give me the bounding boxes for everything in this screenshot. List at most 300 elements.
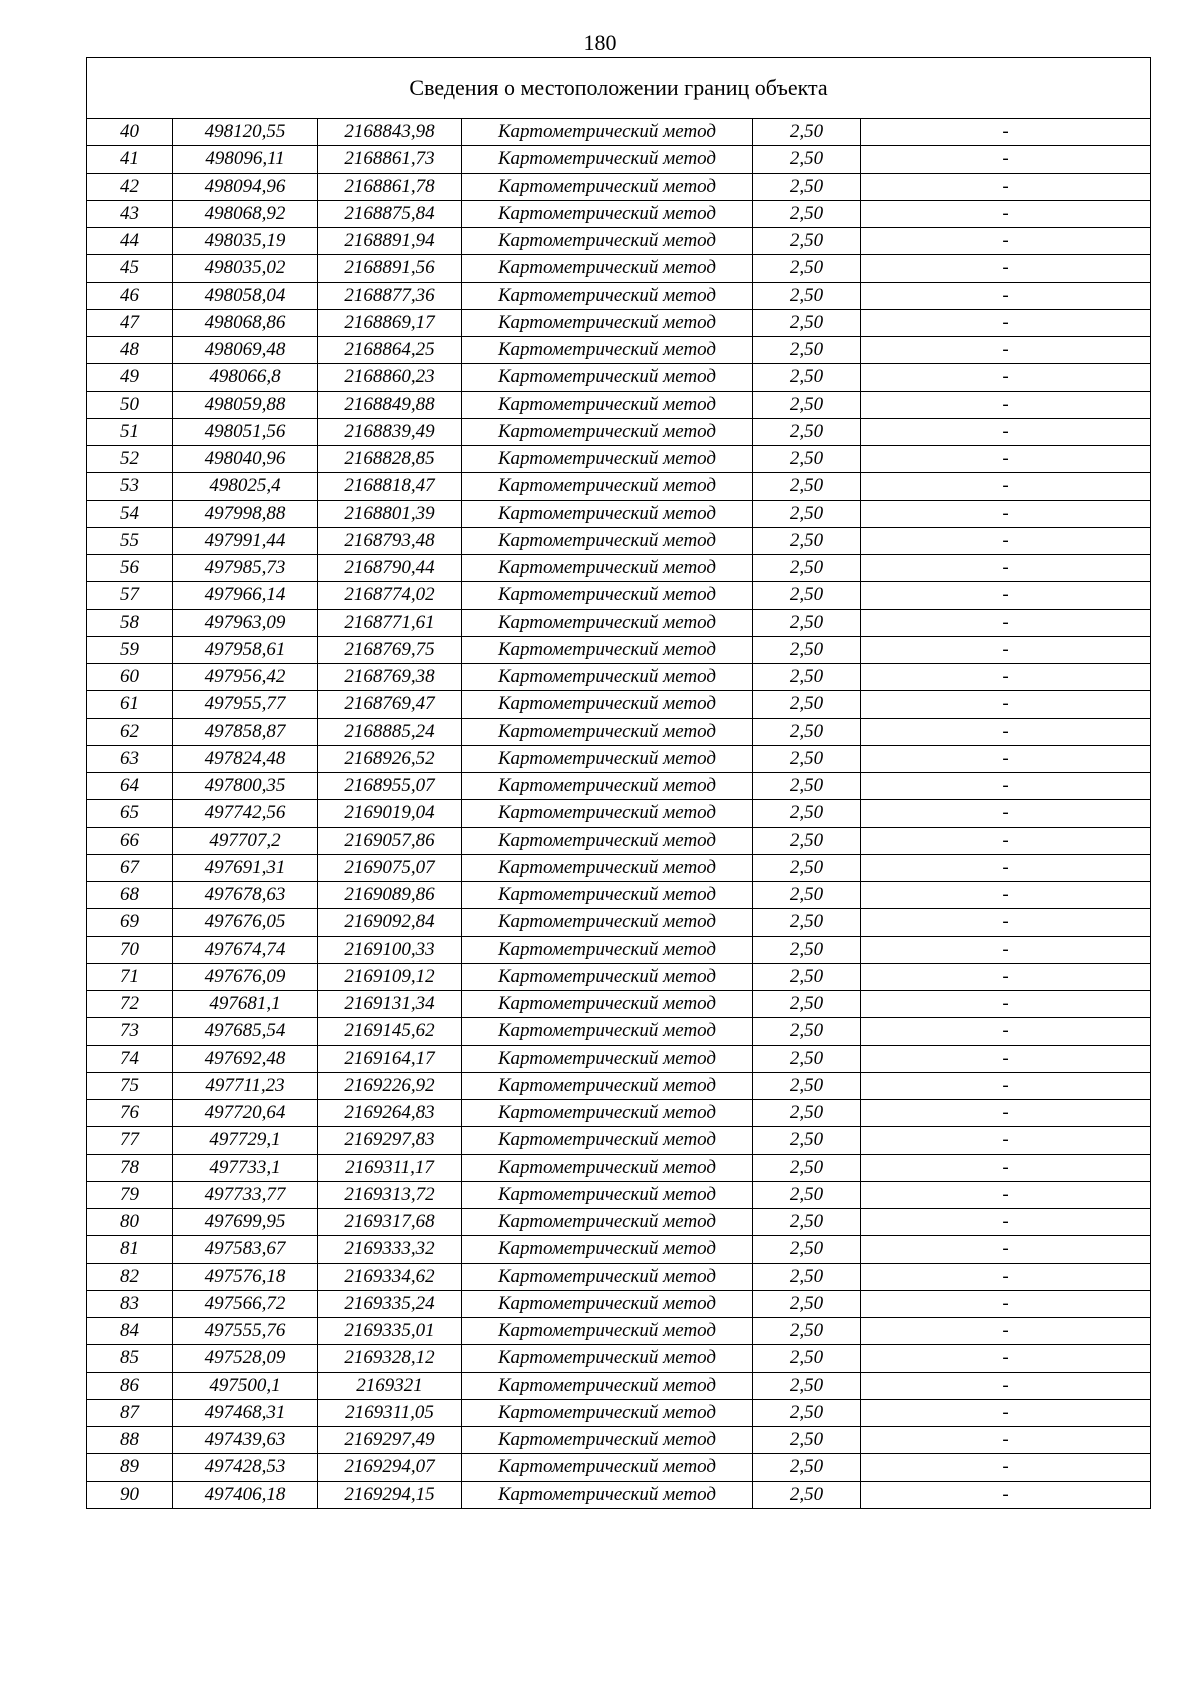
x-coordinate-cell: 497692,48 xyxy=(173,1045,318,1072)
point-number-cell: 82 xyxy=(87,1263,173,1290)
point-number-cell: 70 xyxy=(87,936,173,963)
method-cell: Картометрический метод xyxy=(462,1481,753,1508)
x-coordinate-cell: 497824,48 xyxy=(173,745,318,772)
method-cell: Картометрический метод xyxy=(462,173,753,200)
y-coordinate-cell: 2168849,88 xyxy=(318,391,462,418)
table-row xyxy=(87,745,1151,772)
description-cell: - xyxy=(861,1209,1151,1236)
method-cell: Картометрический метод xyxy=(462,1427,753,1454)
x-coordinate-cell: 498035,19 xyxy=(173,228,318,255)
point-number-cell: 49 xyxy=(87,364,173,391)
description-cell: - xyxy=(861,119,1151,146)
table-row xyxy=(87,119,1151,146)
y-coordinate-cell: 2168861,73 xyxy=(318,146,462,173)
y-coordinate-cell: 2168790,44 xyxy=(318,555,462,582)
method-cell: Картометрический метод xyxy=(462,991,753,1018)
description-cell: - xyxy=(861,1236,1151,1263)
table-row xyxy=(87,173,1151,200)
description-cell: - xyxy=(861,745,1151,772)
y-coordinate-cell: 2168885,24 xyxy=(318,718,462,745)
x-coordinate-cell: 497583,67 xyxy=(173,1236,318,1263)
table-row xyxy=(87,446,1151,473)
point-number-cell: 72 xyxy=(87,991,173,1018)
x-coordinate-cell: 497428,53 xyxy=(173,1454,318,1481)
point-number-cell: 40 xyxy=(87,119,173,146)
accuracy-cell: 2,50 xyxy=(753,636,861,663)
method-cell: Картометрический метод xyxy=(462,1236,753,1263)
y-coordinate-cell: 2169164,17 xyxy=(318,1045,462,1072)
method-cell: Картометрический метод xyxy=(462,337,753,364)
table-row xyxy=(87,1427,1151,1454)
table-row xyxy=(87,1236,1151,1263)
table-row xyxy=(87,418,1151,445)
accuracy-cell: 2,50 xyxy=(753,1290,861,1317)
point-number-cell: 63 xyxy=(87,745,173,772)
y-coordinate-cell: 2169264,83 xyxy=(318,1100,462,1127)
x-coordinate-cell: 498094,96 xyxy=(173,173,318,200)
y-coordinate-cell: 2169334,62 xyxy=(318,1263,462,1290)
point-number-cell: 77 xyxy=(87,1127,173,1154)
x-coordinate-cell: 498059,88 xyxy=(173,391,318,418)
y-coordinate-cell: 2168828,85 xyxy=(318,446,462,473)
y-coordinate-cell: 2168864,25 xyxy=(318,337,462,364)
point-number-cell: 87 xyxy=(87,1399,173,1426)
description-cell: - xyxy=(861,664,1151,691)
description-cell: - xyxy=(861,854,1151,881)
description-cell: - xyxy=(861,1263,1151,1290)
table-row xyxy=(87,691,1151,718)
table-body xyxy=(87,119,1151,1509)
point-number-cell: 81 xyxy=(87,1236,173,1263)
table-row xyxy=(87,255,1151,282)
accuracy-cell: 2,50 xyxy=(753,282,861,309)
description-cell: - xyxy=(861,173,1151,200)
y-coordinate-cell: 2168769,75 xyxy=(318,636,462,663)
description-cell: - xyxy=(861,228,1151,255)
accuracy-cell: 2,50 xyxy=(753,1100,861,1127)
y-coordinate-cell: 2169057,86 xyxy=(318,827,462,854)
table-row xyxy=(87,800,1151,827)
x-coordinate-cell: 497720,64 xyxy=(173,1100,318,1127)
description-cell: - xyxy=(861,963,1151,990)
method-cell: Картометрический метод xyxy=(462,228,753,255)
point-number-cell: 58 xyxy=(87,609,173,636)
description-cell: - xyxy=(861,418,1151,445)
method-cell: Картометрический метод xyxy=(462,909,753,936)
point-number-cell: 53 xyxy=(87,473,173,500)
accuracy-cell: 2,50 xyxy=(753,963,861,990)
description-cell: - xyxy=(861,1372,1151,1399)
description-cell: - xyxy=(861,609,1151,636)
table-row xyxy=(87,1154,1151,1181)
x-coordinate-cell: 497676,09 xyxy=(173,963,318,990)
method-cell: Картометрический метод xyxy=(462,773,753,800)
accuracy-cell: 2,50 xyxy=(753,1236,861,1263)
accuracy-cell: 2,50 xyxy=(753,228,861,255)
table-row xyxy=(87,555,1151,582)
method-cell: Картометрический метод xyxy=(462,1345,753,1372)
accuracy-cell: 2,50 xyxy=(753,119,861,146)
table-row xyxy=(87,636,1151,663)
description-cell: - xyxy=(861,1345,1151,1372)
x-coordinate-cell: 497566,72 xyxy=(173,1290,318,1317)
accuracy-cell: 2,50 xyxy=(753,146,861,173)
table-row xyxy=(87,1100,1151,1127)
point-number-cell: 56 xyxy=(87,555,173,582)
y-coordinate-cell: 2168769,38 xyxy=(318,664,462,691)
method-cell: Картометрический метод xyxy=(462,882,753,909)
y-coordinate-cell: 2168801,39 xyxy=(318,500,462,527)
accuracy-cell: 2,50 xyxy=(753,1318,861,1345)
method-cell: Картометрический метод xyxy=(462,282,753,309)
accuracy-cell: 2,50 xyxy=(753,773,861,800)
table-row xyxy=(87,1454,1151,1481)
method-cell: Картометрический метод xyxy=(462,391,753,418)
accuracy-cell: 2,50 xyxy=(753,1263,861,1290)
accuracy-cell: 2,50 xyxy=(753,882,861,909)
point-number-cell: 73 xyxy=(87,1018,173,1045)
description-cell: - xyxy=(861,527,1151,554)
y-coordinate-cell: 2168839,49 xyxy=(318,418,462,445)
point-number-cell: 52 xyxy=(87,446,173,473)
description-cell: - xyxy=(861,200,1151,227)
accuracy-cell: 2,50 xyxy=(753,446,861,473)
table-row xyxy=(87,963,1151,990)
table-row xyxy=(87,146,1151,173)
accuracy-cell: 2,50 xyxy=(753,500,861,527)
table-row xyxy=(87,1372,1151,1399)
x-coordinate-cell: 497800,35 xyxy=(173,773,318,800)
y-coordinate-cell: 2168926,52 xyxy=(318,745,462,772)
x-coordinate-cell: 498068,86 xyxy=(173,309,318,336)
description-cell: - xyxy=(861,1399,1151,1426)
page-number: 180 xyxy=(583,30,617,55)
description-cell: - xyxy=(861,146,1151,173)
table-row xyxy=(87,1290,1151,1317)
y-coordinate-cell: 2169297,49 xyxy=(318,1427,462,1454)
method-cell: Картометрический метод xyxy=(462,963,753,990)
point-number-cell: 88 xyxy=(87,1427,173,1454)
x-coordinate-cell: 497956,42 xyxy=(173,664,318,691)
y-coordinate-cell: 2169131,34 xyxy=(318,991,462,1018)
method-cell: Картометрический метод xyxy=(462,119,753,146)
point-number-cell: 90 xyxy=(87,1481,173,1508)
point-number-cell: 64 xyxy=(87,773,173,800)
y-coordinate-cell: 2168891,56 xyxy=(318,255,462,282)
description-cell: - xyxy=(861,773,1151,800)
method-cell: Картометрический метод xyxy=(462,364,753,391)
x-coordinate-cell: 497681,1 xyxy=(173,991,318,1018)
method-cell: Картометрический метод xyxy=(462,636,753,663)
method-cell: Картометрический метод xyxy=(462,446,753,473)
accuracy-cell: 2,50 xyxy=(753,1399,861,1426)
accuracy-cell: 2,50 xyxy=(753,1127,861,1154)
x-coordinate-cell: 497555,76 xyxy=(173,1318,318,1345)
method-cell: Картометрический метод xyxy=(462,146,753,173)
point-number-cell: 67 xyxy=(87,854,173,881)
method-cell: Картометрический метод xyxy=(462,609,753,636)
accuracy-cell: 2,50 xyxy=(753,364,861,391)
method-cell: Картометрический метод xyxy=(462,1454,753,1481)
accuracy-cell: 2,50 xyxy=(753,1427,861,1454)
accuracy-cell: 2,50 xyxy=(753,200,861,227)
description-cell: - xyxy=(861,827,1151,854)
table-row xyxy=(87,1318,1151,1345)
table-row xyxy=(87,609,1151,636)
table-row xyxy=(87,1345,1151,1372)
method-cell: Картометрический метод xyxy=(462,664,753,691)
method-cell: Картометрический метод xyxy=(462,1045,753,1072)
y-coordinate-cell: 2168891,94 xyxy=(318,228,462,255)
description-cell: - xyxy=(861,1481,1151,1508)
y-coordinate-cell: 2169100,33 xyxy=(318,936,462,963)
table-row xyxy=(87,936,1151,963)
point-number-cell: 66 xyxy=(87,827,173,854)
x-coordinate-cell: 497691,31 xyxy=(173,854,318,881)
description-cell: - xyxy=(861,936,1151,963)
accuracy-cell: 2,50 xyxy=(753,1045,861,1072)
point-number-cell: 44 xyxy=(87,228,173,255)
table-row xyxy=(87,391,1151,418)
point-number-cell: 43 xyxy=(87,200,173,227)
point-number-cell: 61 xyxy=(87,691,173,718)
description-cell: - xyxy=(861,255,1151,282)
table-row xyxy=(87,882,1151,909)
method-cell: Картометрический метод xyxy=(462,800,753,827)
point-number-cell: 89 xyxy=(87,1454,173,1481)
point-number-cell: 83 xyxy=(87,1290,173,1317)
description-cell: - xyxy=(861,909,1151,936)
accuracy-cell: 2,50 xyxy=(753,1481,861,1508)
y-coordinate-cell: 2168793,48 xyxy=(318,527,462,554)
boundary-table xyxy=(86,57,1151,1509)
table-row xyxy=(87,200,1151,227)
accuracy-cell: 2,50 xyxy=(753,1372,861,1399)
x-coordinate-cell: 497998,88 xyxy=(173,500,318,527)
table-row xyxy=(87,228,1151,255)
method-cell: Картометрический метод xyxy=(462,827,753,854)
y-coordinate-cell: 2168860,23 xyxy=(318,364,462,391)
point-number-cell: 74 xyxy=(87,1045,173,1072)
accuracy-cell: 2,50 xyxy=(753,391,861,418)
point-number-cell: 60 xyxy=(87,664,173,691)
x-coordinate-cell: 498058,04 xyxy=(173,282,318,309)
y-coordinate-cell: 2168774,02 xyxy=(318,582,462,609)
table-row xyxy=(87,1263,1151,1290)
y-coordinate-cell: 2169297,83 xyxy=(318,1127,462,1154)
method-cell: Картометрический метод xyxy=(462,854,753,881)
description-cell: - xyxy=(861,309,1151,336)
table-row xyxy=(87,1181,1151,1208)
accuracy-cell: 2,50 xyxy=(753,1454,861,1481)
y-coordinate-cell: 2169092,84 xyxy=(318,909,462,936)
table-row xyxy=(87,1045,1151,1072)
x-coordinate-cell: 497576,18 xyxy=(173,1263,318,1290)
x-coordinate-cell: 498120,55 xyxy=(173,119,318,146)
y-coordinate-cell: 2169294,07 xyxy=(318,1454,462,1481)
x-coordinate-cell: 497991,44 xyxy=(173,527,318,554)
x-coordinate-cell: 497963,09 xyxy=(173,609,318,636)
y-coordinate-cell: 2168955,07 xyxy=(318,773,462,800)
x-coordinate-cell: 498025,4 xyxy=(173,473,318,500)
point-number-cell: 85 xyxy=(87,1345,173,1372)
point-number-cell: 84 xyxy=(87,1318,173,1345)
y-coordinate-cell: 2168771,61 xyxy=(318,609,462,636)
point-number-cell: 42 xyxy=(87,173,173,200)
table-row xyxy=(87,1209,1151,1236)
table-row xyxy=(87,1399,1151,1426)
point-number-cell: 54 xyxy=(87,500,173,527)
table-row xyxy=(87,991,1151,1018)
x-coordinate-cell: 497958,61 xyxy=(173,636,318,663)
table-row xyxy=(87,309,1151,336)
accuracy-cell: 2,50 xyxy=(753,527,861,554)
accuracy-cell: 2,50 xyxy=(753,936,861,963)
accuracy-cell: 2,50 xyxy=(753,173,861,200)
y-coordinate-cell: 2169145,62 xyxy=(318,1018,462,1045)
point-number-cell: 51 xyxy=(87,418,173,445)
x-coordinate-cell: 497729,1 xyxy=(173,1127,318,1154)
description-cell: - xyxy=(861,500,1151,527)
description-cell: - xyxy=(861,991,1151,1018)
accuracy-cell: 2,50 xyxy=(753,827,861,854)
table-row xyxy=(87,582,1151,609)
description-cell: - xyxy=(861,555,1151,582)
x-coordinate-cell: 497468,31 xyxy=(173,1399,318,1426)
accuracy-cell: 2,50 xyxy=(753,582,861,609)
method-cell: Картометрический метод xyxy=(462,718,753,745)
accuracy-cell: 2,50 xyxy=(753,337,861,364)
method-cell: Картометрический метод xyxy=(462,1372,753,1399)
method-cell: Картометрический метод xyxy=(462,745,753,772)
x-coordinate-cell: 497966,14 xyxy=(173,582,318,609)
table-row xyxy=(87,664,1151,691)
point-number-cell: 68 xyxy=(87,882,173,909)
table-title: Сведения о местоположении границ объекта xyxy=(87,58,1151,119)
method-cell: Картометрический метод xyxy=(462,1399,753,1426)
table-row xyxy=(87,718,1151,745)
description-cell: - xyxy=(861,636,1151,663)
description-cell: - xyxy=(861,364,1151,391)
point-number-cell: 46 xyxy=(87,282,173,309)
method-cell: Картометрический метод xyxy=(462,691,753,718)
y-coordinate-cell: 2168843,98 xyxy=(318,119,462,146)
y-coordinate-cell: 2169019,04 xyxy=(318,800,462,827)
accuracy-cell: 2,50 xyxy=(753,418,861,445)
x-coordinate-cell: 497500,1 xyxy=(173,1372,318,1399)
accuracy-cell: 2,50 xyxy=(753,718,861,745)
point-number-cell: 79 xyxy=(87,1181,173,1208)
table-row xyxy=(87,909,1151,936)
table-row xyxy=(87,1127,1151,1154)
point-number-cell: 48 xyxy=(87,337,173,364)
y-coordinate-cell: 2169294,15 xyxy=(318,1481,462,1508)
point-number-cell: 50 xyxy=(87,391,173,418)
method-cell: Картометрический метод xyxy=(462,1318,753,1345)
point-number-cell: 80 xyxy=(87,1209,173,1236)
description-cell: - xyxy=(861,691,1151,718)
accuracy-cell: 2,50 xyxy=(753,854,861,881)
point-number-cell: 45 xyxy=(87,255,173,282)
x-coordinate-cell: 497742,56 xyxy=(173,800,318,827)
method-cell: Картометрический метод xyxy=(462,200,753,227)
y-coordinate-cell: 2169335,24 xyxy=(318,1290,462,1317)
point-number-cell: 75 xyxy=(87,1072,173,1099)
point-number-cell: 55 xyxy=(87,527,173,554)
y-coordinate-cell: 2169311,17 xyxy=(318,1154,462,1181)
x-coordinate-cell: 498040,96 xyxy=(173,446,318,473)
x-coordinate-cell: 497528,09 xyxy=(173,1345,318,1372)
x-coordinate-cell: 497858,87 xyxy=(173,718,318,745)
point-number-cell: 65 xyxy=(87,800,173,827)
accuracy-cell: 2,50 xyxy=(753,1209,861,1236)
description-cell: - xyxy=(861,1100,1151,1127)
y-coordinate-cell: 2168869,17 xyxy=(318,309,462,336)
method-cell: Картометрический метод xyxy=(462,500,753,527)
y-coordinate-cell: 2168861,78 xyxy=(318,173,462,200)
y-coordinate-cell: 2168818,47 xyxy=(318,473,462,500)
point-number-cell: 41 xyxy=(87,146,173,173)
accuracy-cell: 2,50 xyxy=(753,555,861,582)
table-row xyxy=(87,854,1151,881)
point-number-cell: 86 xyxy=(87,1372,173,1399)
accuracy-cell: 2,50 xyxy=(753,664,861,691)
x-coordinate-cell: 497439,63 xyxy=(173,1427,318,1454)
y-coordinate-cell: 2169317,68 xyxy=(318,1209,462,1236)
description-cell: - xyxy=(861,1181,1151,1208)
x-coordinate-cell: 497676,05 xyxy=(173,909,318,936)
accuracy-cell: 2,50 xyxy=(753,1018,861,1045)
description-cell: - xyxy=(861,1290,1151,1317)
point-number-cell: 57 xyxy=(87,582,173,609)
x-coordinate-cell: 498096,11 xyxy=(173,146,318,173)
description-cell: - xyxy=(861,718,1151,745)
table-row xyxy=(87,1481,1151,1508)
method-cell: Картометрический метод xyxy=(462,1181,753,1208)
method-cell: Картометрический метод xyxy=(462,1290,753,1317)
description-cell: - xyxy=(861,1154,1151,1181)
method-cell: Картометрический метод xyxy=(462,1263,753,1290)
x-coordinate-cell: 497711,23 xyxy=(173,1072,318,1099)
x-coordinate-cell: 497985,73 xyxy=(173,555,318,582)
x-coordinate-cell: 497733,1 xyxy=(173,1154,318,1181)
table-row xyxy=(87,1072,1151,1099)
description-cell: - xyxy=(861,582,1151,609)
accuracy-cell: 2,50 xyxy=(753,609,861,636)
table-row xyxy=(87,773,1151,800)
accuracy-cell: 2,50 xyxy=(753,909,861,936)
x-coordinate-cell: 498051,56 xyxy=(173,418,318,445)
point-number-cell: 62 xyxy=(87,718,173,745)
y-coordinate-cell: 2169226,92 xyxy=(318,1072,462,1099)
x-coordinate-cell: 497674,74 xyxy=(173,936,318,963)
table-header-row xyxy=(87,58,1151,119)
accuracy-cell: 2,50 xyxy=(753,1072,861,1099)
description-cell: - xyxy=(861,1045,1151,1072)
method-cell: Картометрический метод xyxy=(462,555,753,582)
description-cell: - xyxy=(861,882,1151,909)
y-coordinate-cell: 2168769,47 xyxy=(318,691,462,718)
table-row xyxy=(87,337,1151,364)
description-cell: - xyxy=(861,800,1151,827)
table-row xyxy=(87,364,1151,391)
description-cell: - xyxy=(861,337,1151,364)
description-cell: - xyxy=(861,391,1151,418)
x-coordinate-cell: 497678,63 xyxy=(173,882,318,909)
accuracy-cell: 2,50 xyxy=(753,1345,861,1372)
y-coordinate-cell: 2169335,01 xyxy=(318,1318,462,1345)
method-cell: Картометрический метод xyxy=(462,1100,753,1127)
